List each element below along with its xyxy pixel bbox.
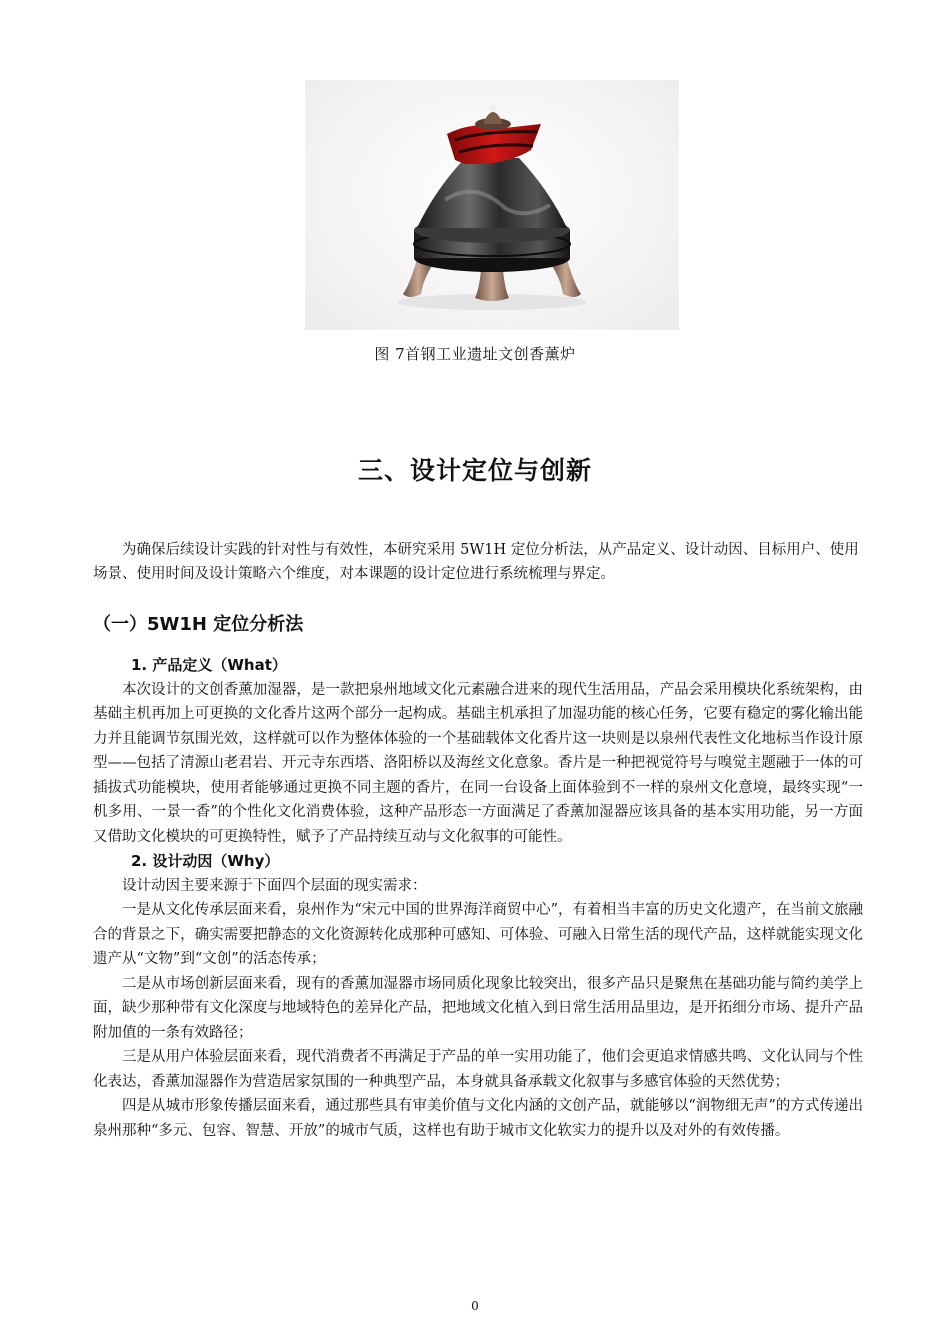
heading-what: 1. 产品定义（What） bbox=[131, 656, 287, 674]
paragraph-why-point: 三是从用户体验层面来看，现代消费者不再满足于产品的单一实用功能了，他们会更追求情感共鸣、文化认同与个性化表达，香薰加湿器作为营造居家氛围的一种典型产品，本身就具备承载文化叙事与多感官体验的天然优势； bbox=[93, 1049, 863, 1090]
paragraph-why-point: 一是从文化传承层面来看，泉州作为“宋元中国的世界海洋商贸中心”，有着相当丰富的历史文化遗产，在当前文旅融合的背景之下，确实需要把静态的文化资源转化成那种可感知、可体验、可融入日常生活的现代产品，这样就能实现文化遗产从“文物”到“文创”的活态传承； bbox=[93, 902, 863, 967]
paragraph-why-point: 四是从城市形象传播层面来看，通过那些具有审美价值与文化内涵的文创产品，就能够以“润物细无声”的方式传递出泉州那种“多元、包容、智慧、开放”的城市气质，这样也有助于城市文化软实力的提升以及对外的有效传播。 bbox=[93, 1098, 863, 1139]
subsection-heading: （一）5W1H 定位分析法 bbox=[93, 614, 304, 635]
section-title: 三、设计定位与创新 bbox=[357, 456, 592, 485]
paragraph-why-point: 二是从市场创新层面来看，现有的香薰加湿器市场同质化现象比较突出，很多产品只是聚焦在基础功能与简约美学上面，缺少那种带有文化深度与地域特色的差异化产品，把地域文化植入到日常生活用品里边，是开拓细分市场、提升产品附加值的一条有效路径； bbox=[93, 975, 863, 1041]
heading-why: 2. 设计动因（Why） bbox=[131, 852, 280, 870]
body-text bbox=[93, 653, 863, 1143]
incense-burner-illustration bbox=[305, 80, 679, 330]
paragraph-why-lead: 设计动因主要来源于下面四个层面的现实需求： bbox=[122, 877, 427, 894]
intro-paragraph: 为确保后续设计实践的针对性与有效性，本研究采用 5W1H 定位分析法，从产品定义、设计动因、目标用户、使用场景、使用时间及设计策略六个维度，对本课题的设计定位进行系统梳理与界定。 bbox=[93, 542, 859, 582]
page-number: 0 bbox=[471, 1299, 479, 1313]
paragraph-what: 本次设计的文创香薰加湿器，是一款把泉州地域文化元素融合进来的现代生活用品，产品会采用模块化系统架构，由基础主机再加上可更换的文化香片这两个部分一起构成。基础主机承担了加湿功能的核心任务，它要有稳定的雾化输出能力并且能调节氛围光效，这样就可以作为整体体验的一个基础载体文化香片这一块则是以泉州代表性文化地标当作设计原型——包括了清源山老君岩、开元寺东西塔、洛阳桥以及海丝文化意象。香片是一种把视觉符号与嗅觉主题融于一体的可插拔式功能模块，使用者能够通过更换不同主题的香片，在同一台设备上面体验到不一样的泉州文化意境，最终实现“一机多用、一景一香”的个性化文化消费体验，这种产品形态一方面满足了香薰加湿器应该具备的基本实用功能，另一方面又借助文化模块的可更换特性，赋予了产品持续互动与文化叙事的可能性。 bbox=[93, 681, 863, 845]
figure-caption: 图 7首钢工业遗址文创香薰炉 bbox=[374, 345, 576, 363]
product-render-figure bbox=[305, 80, 679, 330]
